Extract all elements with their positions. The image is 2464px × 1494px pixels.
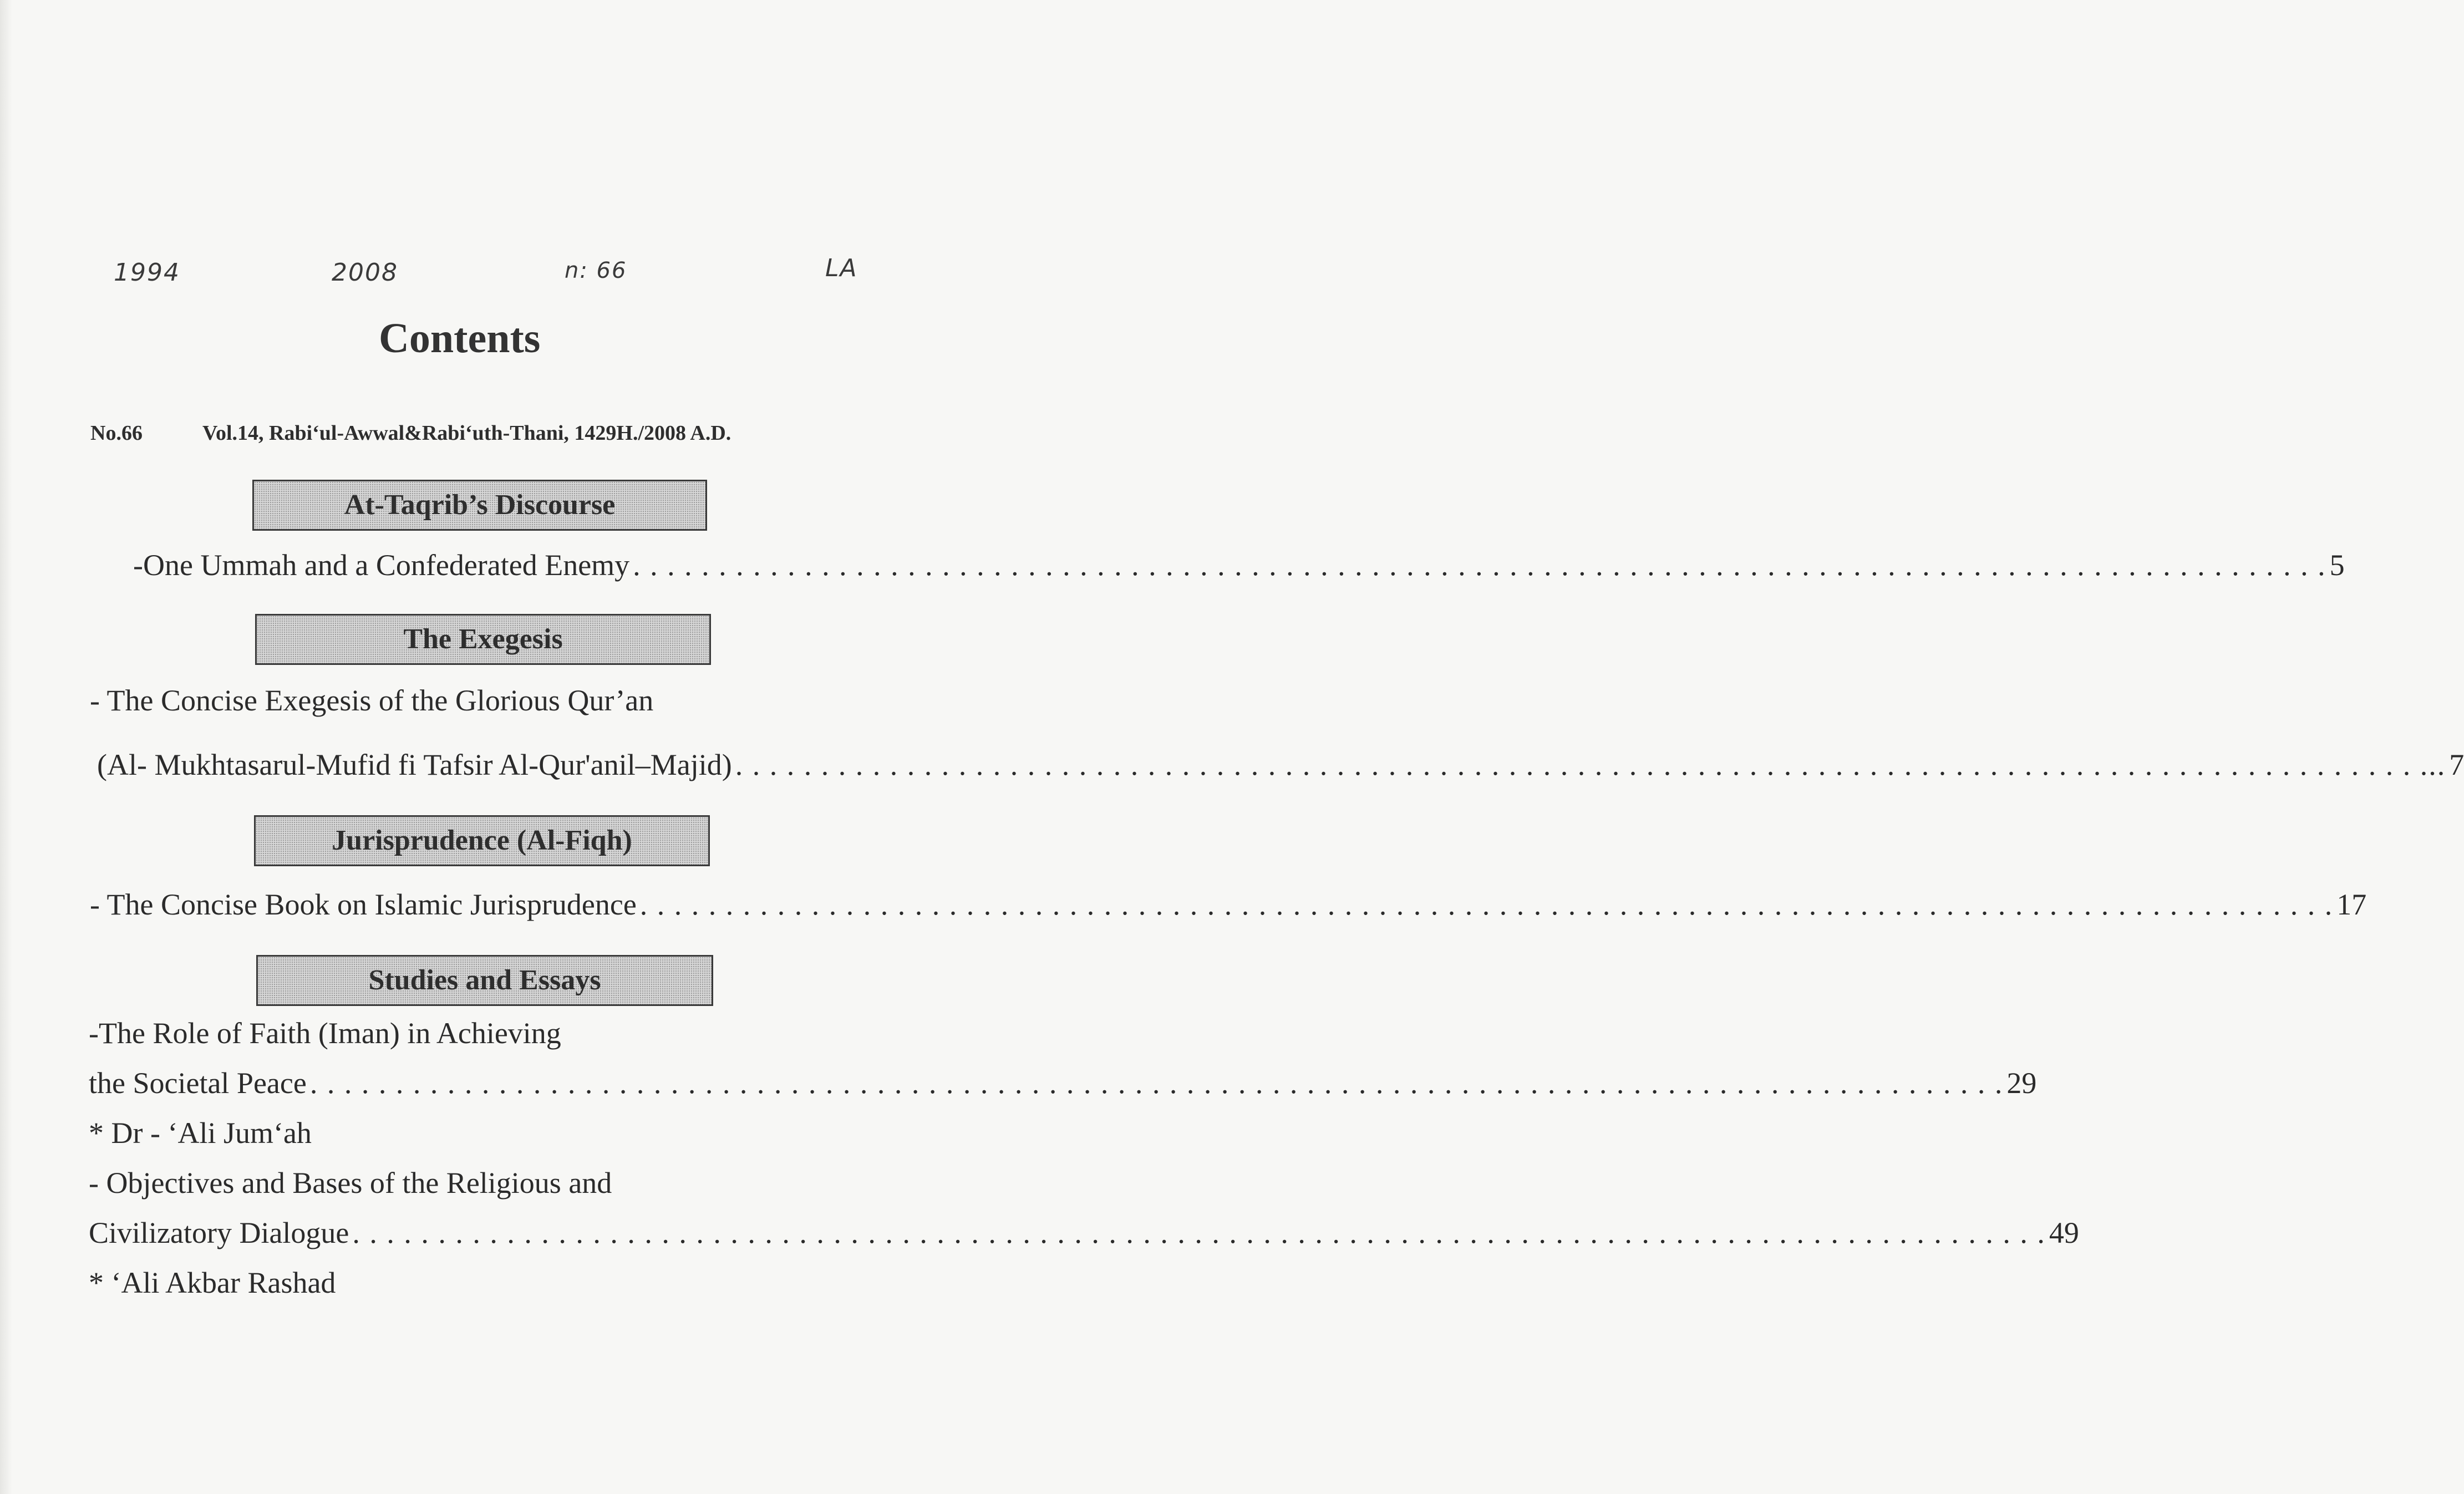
handwritten-number: n: 66 <box>565 258 627 283</box>
section-heading-studies: Studies and Essays <box>256 955 713 1006</box>
toc-entry-page: 5 <box>2329 548 2345 582</box>
leader-dots <box>352 1218 2046 1248</box>
leader-dots <box>310 1068 2004 1098</box>
toc-entry-title: - The Concise Book on Islamic Jurisprudence <box>90 888 637 921</box>
section-heading-discourse: At-Taqrib’s Discourse <box>252 480 707 531</box>
toc-entry-title-line2: the Societal Peace <box>89 1066 307 1100</box>
toc-entry[interactable] <box>90 888 2367 921</box>
scan-edge-shadow <box>0 0 12 1494</box>
toc-entry-page: 17 <box>2336 888 2367 921</box>
toc-entry[interactable] <box>97 748 2464 781</box>
handwritten-year: 2008 <box>332 258 398 287</box>
leader-dots <box>633 550 2326 580</box>
toc-entry-author: * ‘Ali Akbar Rashad <box>89 1266 336 1299</box>
toc-entry-page: 49 <box>2049 1216 2079 1249</box>
issue-details: Vol.14, Rabi‘ul-Awwal&Rabi‘uth-Thani, 1429H./2008 A.D. <box>202 421 731 445</box>
toc-entry-title-line1[interactable]: - Objectives and Bases of the Religious and <box>89 1166 612 1200</box>
toc-entry-page: 7 <box>2449 748 2464 781</box>
leader-dots <box>640 890 2334 919</box>
toc-entry[interactable] <box>133 548 2345 582</box>
toc-entry[interactable] <box>89 1066 2037 1100</box>
section-heading-jurisprudence: Jurisprudence (Al-Fiqh) <box>254 815 710 866</box>
page-title: Contents <box>379 315 541 362</box>
toc-entry-page: 29 <box>2006 1066 2037 1100</box>
section-heading-exegesis: The Exegesis <box>255 614 711 665</box>
toc-entry-title-line1[interactable]: - The Concise Exegesis of the Glorious Qur’an <box>90 684 654 717</box>
toc-entry-title: -One Ummah and a Confederated Enemy <box>133 548 630 582</box>
toc-entry[interactable] <box>89 1216 2079 1249</box>
handwritten-initials: LA <box>825 254 858 282</box>
leader-dots-short: . . . .. <box>735 750 2446 780</box>
handwritten-code: 1994 <box>114 258 180 287</box>
toc-entry-title-line2: (Al- Mukhtasarul-Mufid fi Tafsir Al-Qur'anil–Majid) <box>97 748 732 781</box>
toc-entry-title-line2: Civilizatory Dialogue <box>89 1216 349 1249</box>
toc-entry-author: * Dr - ‘Ali Jum‘ah <box>89 1116 312 1150</box>
issue-number: No.66 <box>90 421 143 445</box>
toc-entry-title-line1[interactable]: -The Role of Faith (Iman) in Achieving <box>89 1017 561 1050</box>
